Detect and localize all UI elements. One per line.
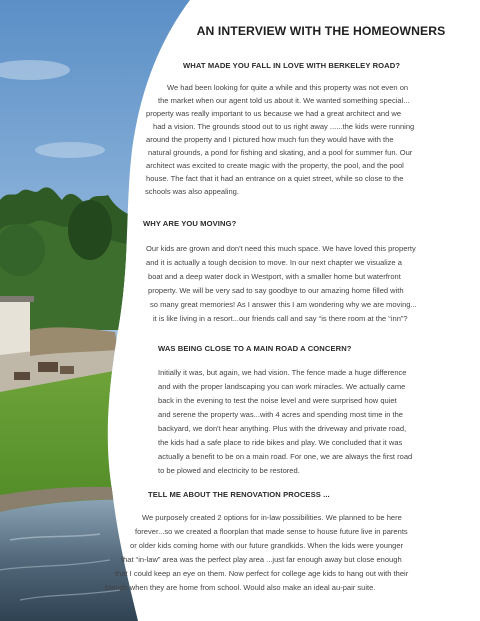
answer-line: it is like living in a resort...our friends call and say “is there room at the “inn”? xyxy=(153,314,408,323)
question-renovation: TELL ME ABOUT THE RENOVATION PROCESS ... xyxy=(148,490,330,499)
answer-line: the kids had a safe place to ride bikes and play. We concluded that it was xyxy=(158,438,403,447)
answer-line: and with the proper landscaping you can work miracles. We actually came xyxy=(158,382,406,391)
answer-line: property. We will be very sad to say goodbye to our amazing home filled with xyxy=(148,286,404,295)
question-main-road: WAS BEING CLOSE TO A MAIN ROAD A CONCERN? xyxy=(158,344,352,353)
answer-line: Our kids are grown and don't need this much space. We have loved this property xyxy=(146,244,416,253)
answer-line: house. The fact that it had an entrance on a quiet street, while so close to the xyxy=(146,174,404,183)
answer-line: or older kids coming home with our future grandkids. When the kids were younger xyxy=(130,541,404,550)
answer-line: and serene the property was...with 4 acres and spending most time in the xyxy=(158,410,403,419)
answer-line: actually a benefit to be on a main road. For one, we are always the first road xyxy=(158,452,413,461)
answer-line: backyard, we don't hear anything. Plus with the driveway and private road, xyxy=(158,424,407,433)
answer-line: Initially it was, but again, we had vision. The fence made a huge difference xyxy=(158,368,407,377)
answer-line: the market when our agent told us about it. We wanted something special... xyxy=(158,96,410,105)
question-why-moving: WHY ARE YOU MOVING? xyxy=(143,219,237,228)
answer-line: that “in-law” area was the perfect play area ...just far enough away but close enough xyxy=(121,555,402,564)
page-title: AN INTERVIEW WITH THE HOMEOWNERS xyxy=(196,24,446,38)
answer-line: natural grounds, a pond for fishing and skating, and a pool for summer fun. Our xyxy=(148,148,413,157)
answer-line: so many great memories! As I answer this I am wondering why we are moving... xyxy=(150,300,417,309)
question-fall-in-love: WHAT MADE YOU FALL IN LOVE WITH BERKELEY ROAD? xyxy=(183,61,401,70)
answer-line: architect was excited to create magic with the property, the pool, and the pool xyxy=(146,161,404,170)
answer-line: property was really important to us because we had a great architect and we xyxy=(146,109,402,118)
answer-line: to be plowed and electricity to be restored. xyxy=(158,466,300,475)
answer-line: We purposely created 2 options for in-law possibilities. We planned to be here xyxy=(142,513,402,522)
answer-line: boat and a deep water dock in Westport, with a smaller home but waterfront xyxy=(148,272,401,281)
answer-line: around the property and I pictured how much fun they would have with the xyxy=(146,135,394,144)
answer-line: that I could keep an eye on them. Now perfect for college age kids to hang out with their xyxy=(115,569,409,578)
answer-line: had a vision. The grounds stood out to us right away ......the kids were running xyxy=(153,122,415,131)
answer-line: schools was also appealing. xyxy=(145,187,239,196)
answer-line: forever...so we created a floorplan that made sense to house future live in parents xyxy=(135,527,408,536)
answer-line: We had been looking for quite a while and this property was not even on xyxy=(167,83,409,92)
answer-line: back in the evening to test the noise level and were surprised how quiet xyxy=(158,396,397,405)
answer-line: friends when they are home from school. Would also make an ideal au-pair suite. xyxy=(105,583,376,592)
answer-line: and it is actually a tough decision to move. In our next chapter we visualize a xyxy=(146,258,402,267)
